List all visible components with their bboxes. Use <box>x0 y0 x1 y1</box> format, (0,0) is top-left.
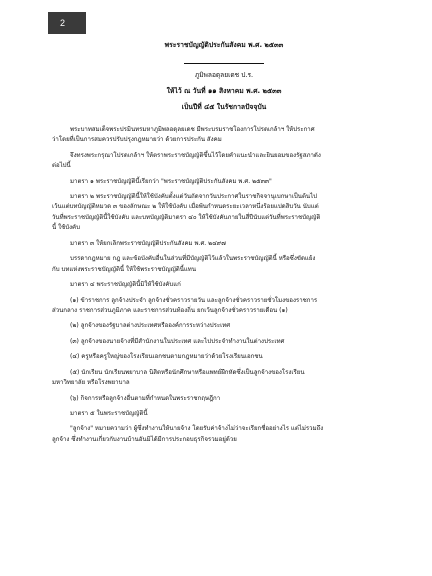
section-2-line: นี้ ใช้บังคับ <box>52 224 81 232</box>
section-2: มาตรา ๒ พระราชบัญญัตินี้ให้ใช้บังคับตั้งแต่วันถัดจากวันประกาศในราชกิจจานุเบกษาเป็นต้นไป <box>70 193 317 200</box>
section-4-item: (๑) ข้าราชการ ลูกจ้างประจำ ลูกจ้างชั่วคราวรายวัน และลูกจ้างชั่วคราวรายชั่วโมงของราชการ <box>70 296 318 304</box>
definition-employee-line: ลูกจ้าง ซึ่งทำงานเกี่ยวกับงานบ้านอันมิได้มีการประกอบธุรกิจรวมอยู่ด้วย <box>52 435 237 443</box>
viewer-toolbar <box>0 0 432 38</box>
preamble-line: พระบาทสมเด็จพระปรมินทรมหาภูมิพลอดุลยเดช มีพระบรมราชโองการโปรดเกล้าฯ ให้ประกาศ <box>70 125 315 133</box>
section-3-line: บรรดากฎหมาย กฎ และข้อบังคับอื่นในส่วนที่มีบัญญัติไว้แล้วในพระราชบัญญัตินี้ หรือซึ่งขัดแย้ง <box>70 255 316 263</box>
enactment-date: ให้ไว้ ณ วันที่ ๑๑ สิงหาคม พ.ศ. ๒๕๓๓ <box>166 86 282 95</box>
section-4-item-line: ส่วนกลาง ราชการส่วนภูมิภาค และราชการส่วนท้องถิ่น ยกเว้นลูกจ้างชั่วคราวรายเดือน (๑) <box>52 306 288 314</box>
section-1: มาตรา ๑ พระราชบัญญัตินี้เรียกว่า "พระราชบัญญัติประกันสังคม พ.ศ. ๒๕๓๓" <box>70 177 272 185</box>
section-4-item: (๔) ครูหรือครูใหญ่ของโรงเรียนเอกชนตามกฎหมายว่าด้วยโรงเรียนเอกชน <box>70 353 263 361</box>
preamble-line: ต่อไปนี้ <box>52 162 71 170</box>
section-2-line: เว้นแต่บทบัญญัติหมวด ๓ ของลักษณะ ๒ ให้ใช้บังคับ เมื่อพ้นกำหนดระยะเวลาหนึ่งร้อยแปดสิบวัน นับแต่ <box>52 203 319 211</box>
section-2-line: วันที่พระราชบัญญัตินี้ใช้บังคับ และบทบัญญัติมาตรา ๔๐ ให้ใช้บังคับภายในสี่ปีนับแต่วันที่พระราชบัญญัติ <box>52 213 321 221</box>
preamble-line: จึงทรงพระกรุณาโปรดเกล้าฯ ให้ตราพระราชบัญญัติขึ้นไว้โดยคำแนะนำและยินยอมของรัฐสภาดัง <box>70 151 321 159</box>
section-4: มาตรา ๔ พระราชบัญญัตินี้มิให้ใช้บังคับแก่ <box>70 281 181 289</box>
section-4-item: (๖) กิจการหรือลูกจ้างอื่นตามที่กำหนดในพระราชกฤษฎีกา <box>70 394 221 402</box>
reign-year: เป็นปีที่ ๔๕ ในรัชกาลปัจจุบัน <box>181 103 267 112</box>
section-4-item: (๓) ลูกจ้างของนายจ้างที่มีสำนักงานในประเทศ และไปประจำทำงานในต่างประเทศ <box>70 337 285 345</box>
section-3-line: กับ บทแห่งพระราชบัญญัตินี้ ให้ใช้พระราชบัญญัตินี้แทน <box>52 265 196 273</box>
section-4-item: (๒) ลูกจ้างของรัฐบาลต่างประเทศหรือองค์การระหว่างประเทศ <box>70 322 231 330</box>
king-signature: ภูมิพลอดุลยเดช ป.ร. <box>194 70 254 79</box>
page-number-badge[interactable]: 2 <box>48 12 86 34</box>
document-title: พระราชบัญญัติประกันสังคม พ.ศ. ๒๕๓๓ <box>164 41 284 49</box>
definition-employee: "ลูกจ้าง" หมายความว่า ผู้ซึ่งทำงานให้นายจ้าง โดยรับค่าจ้างไม่ว่าจะเรียกชื่ออย่างไร แต่ไม่รวมถึง <box>70 425 324 433</box>
document-body <box>52 40 396 444</box>
section-3: มาตรา ๓ ให้ยกเลิกพระราชบัญญัติประกันสังคม พ.ศ. ๒๔๙๗ <box>70 239 226 247</box>
section-4-item: (๕) นักเรียน นักเรียนพยาบาล นิสิตหรือนักศึกษาหรือแพทย์ฝึกหัดซึ่งเป็นลูกจ้างของโรงเรียน <box>70 368 305 376</box>
preamble-line: ว่าโดยที่เป็นการสมควรปรับปรุงกฎหมายว่า ด้วยการประกัน สังคม <box>52 136 222 144</box>
section-5: มาตรา ๕ ในพระราชบัญญัตินี้ <box>70 410 148 417</box>
section-4-item-line: มหาวิทยาลัย หรือโรงพยาบาล <box>52 379 130 387</box>
title-divider <box>184 63 264 64</box>
